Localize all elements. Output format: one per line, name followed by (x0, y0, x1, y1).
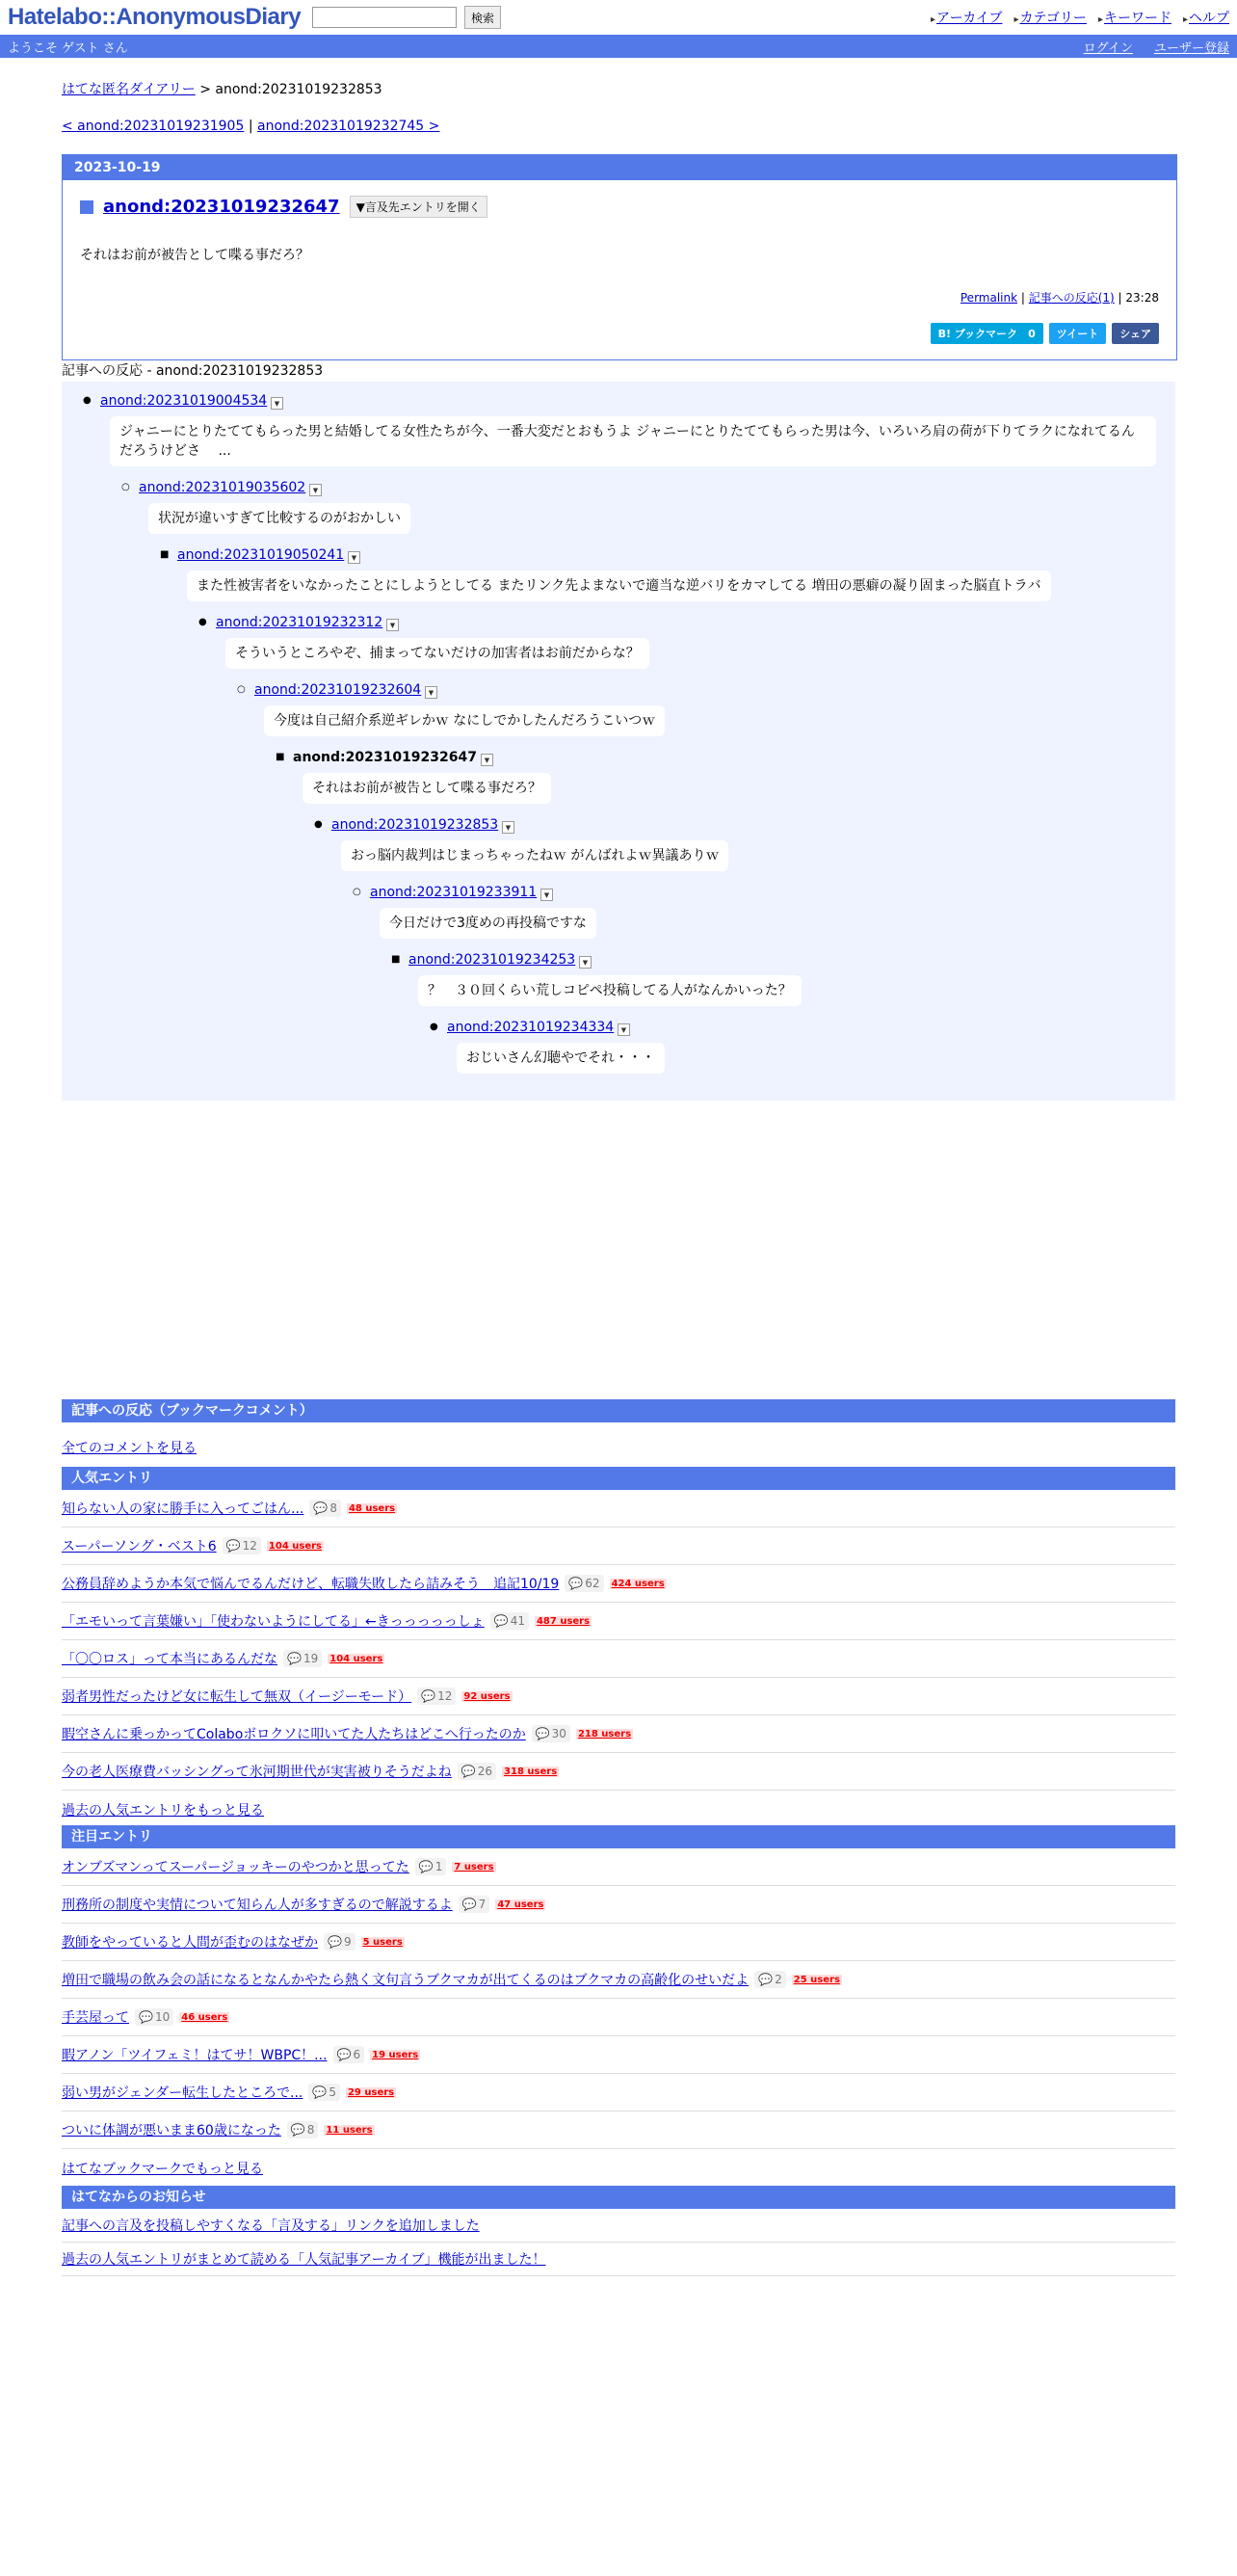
popular-item (62, 1603, 1175, 1640)
tree-node-dropdown-icon[interactable]: ▼ (271, 397, 283, 410)
tree-bullet: ● (198, 617, 207, 627)
tree-node-text: そういうところやぞ、捕まってないだけの加害者はお前だからな？ (225, 638, 649, 669)
comment-count: 12 (437, 1689, 453, 1703)
comment-count: 5 (329, 2085, 336, 2099)
notable-item (62, 1924, 1175, 1961)
comment-count-badge[interactable] (565, 1575, 603, 1592)
tree-node-dropdown-icon[interactable]: ▼ (309, 484, 322, 496)
popular-item-title[interactable]: 公務員辞めようか本気で悩んでるんだけど、転職失敗したら詰みそう 追記10/19 (62, 1577, 560, 1592)
notable-item-title[interactable]: 教師をやっていると人間が歪むのはなぜか (62, 1935, 318, 1951)
popular-item (62, 1678, 1175, 1715)
bookmark-users-badge[interactable]: 19 users (372, 2049, 419, 2060)
pager-sep: | (248, 119, 253, 134)
tree-node-text: おじいさん幻聴やでそれ・・・ (457, 1043, 665, 1074)
bookmark-users-badge[interactable]: 104 users (268, 1540, 322, 1552)
comment-count: 8 (306, 2123, 315, 2137)
breadcrumb-sep: > (199, 82, 211, 97)
bookmark-users-badge[interactable]: 218 users (577, 1728, 632, 1739)
popular-item (62, 1640, 1175, 1678)
comment-count: 2 (775, 1973, 782, 1986)
tree-node-link[interactable]: anond:20231019233911 (370, 885, 538, 900)
tree-node-link[interactable]: anond:20231019232312 (216, 615, 383, 630)
top-nav (931, 8, 1229, 27)
comment-bubble-icon: 💬 (313, 1501, 329, 1515)
bookmark-comments-section (62, 1399, 1175, 1457)
next-entry-link[interactable]: anond:20231019232745 > (257, 119, 440, 134)
tree-bullet: ○ (237, 684, 246, 695)
news-heading: はてなからのお知らせ (62, 2186, 1175, 2209)
entry-title[interactable]: anond:20231019232647 (103, 197, 340, 217)
comment-count-badge[interactable] (308, 2084, 340, 2101)
tree-bullet: ○ (121, 482, 130, 492)
comment-count: 8 (329, 1501, 337, 1515)
tree-node (177, 547, 357, 563)
register-link[interactable]: ユーザー登録 (1153, 40, 1229, 56)
tree-node (447, 1020, 627, 1035)
comment-count-badge[interactable] (415, 1858, 447, 1875)
tree-bullet: ● (430, 1022, 438, 1032)
news-item[interactable]: 過去の人気エントリがまとめて読める「人気記事アーカイブ」機能が出ました！ (62, 2252, 546, 2268)
comment-count: 19 (303, 1652, 319, 1665)
tree-node (139, 480, 319, 495)
comment-bubble-icon: 💬 (287, 1652, 302, 1665)
tree-node-link[interactable]: anond:20231019035602 (139, 480, 306, 495)
bookmark-users-badge[interactable]: 487 users (536, 1615, 591, 1627)
tree-node-text: 状況が違いすぎて比較するのがおかしい (148, 503, 410, 534)
comment-bubble-icon: 💬 (290, 2123, 305, 2137)
comment-count: 7 (478, 1898, 487, 1911)
permalink[interactable]: Permalink (960, 291, 1018, 305)
comment-count: 30 (551, 1727, 566, 1740)
tree-node-text: また性被害者をいなかったことにしようとしてる またリンク先よまないで適当な逆バリをカマしてる 増田の悪癖の凝り固まった脳直トラバ (187, 571, 1051, 601)
bookmark-users-badge[interactable]: 11 users (326, 2124, 373, 2136)
nav-category[interactable]: ▸ カテゴリー (1013, 8, 1086, 27)
share-row (80, 323, 1159, 344)
entry (63, 180, 1176, 359)
entry-body: それはお前が被告として喋る事だろ？ (80, 248, 309, 263)
comment-bubble-icon: 💬 (418, 1860, 434, 1873)
bookmark-users-badge[interactable]: 318 users (504, 1766, 558, 1777)
popular-item-title[interactable]: 「〇〇ロス」って本当にあるんだな (62, 1652, 277, 1667)
tree-bullet: ○ (353, 887, 361, 897)
search-button[interactable]: 検索 (464, 6, 501, 29)
popular-item-title[interactable]: スーパーソング・ベスト6 (62, 1539, 217, 1554)
comment-bubble-icon: 💬 (568, 1577, 584, 1590)
open-mention-button[interactable]: ▼言及先エントリを開く (350, 196, 487, 218)
comment-count-badge[interactable] (754, 1971, 786, 1988)
notable-item (62, 1999, 1175, 2036)
comment-bubble-icon: 💬 (758, 1973, 774, 1986)
news-section (62, 2186, 1175, 2276)
tree-node (370, 885, 550, 900)
user-bar (0, 35, 1237, 58)
breadcrumb-current: anond:20231019232853 (215, 82, 382, 97)
tree-node (331, 817, 512, 833)
day-date: 2023-10-19 (63, 155, 1176, 180)
notable-item-title[interactable]: 弱い男がジェンダー転生したところで... (62, 2085, 303, 2101)
notable-section (62, 1825, 1175, 2188)
tree-node (254, 682, 434, 698)
top-bar (0, 0, 1237, 35)
tree-bullet: ■ (276, 752, 285, 762)
nav-help[interactable]: ▸ ヘルプ (1183, 8, 1229, 27)
comment-count: 12 (242, 1539, 257, 1553)
login-link[interactable]: ログイン (1083, 40, 1133, 56)
tree-node (408, 952, 589, 968)
tree-node-text: ジャニーにとりたててもらった男と結婚してる女性たちが今、一番大変だとおもうよ ジャニーにとりたててもらった男は今、いろいろ肩の荷が下りてラクになれてるんだろうけどさ ... (110, 416, 1156, 466)
notable-item-title[interactable]: 増田で職場の飲み会の話になるとなんかやたら熱く文句言うブクマカが出てくるのはブクマカの高齢化のせいだよ (62, 1973, 750, 1988)
tree-node (100, 393, 280, 409)
popular-item-title[interactable]: 弱者男性だったけど女に転生して無双（イージーモード） (62, 1689, 412, 1705)
tree-node-link[interactable]: anond:20231019232853 (331, 817, 499, 833)
tree-node-link[interactable]: anond:20231019004534 (100, 393, 268, 409)
popular-item (62, 1490, 1175, 1527)
day-section (62, 154, 1177, 360)
notable-item (62, 2111, 1175, 2149)
notable-item (62, 2036, 1175, 2074)
tree-node-dropdown-icon[interactable]: ▼ (425, 686, 437, 699)
bookmark-users-badge[interactable]: 92 users (463, 1690, 511, 1702)
notable-item-title[interactable]: 手芸屋って (62, 2010, 129, 2026)
nav-keyword[interactable]: ▸ キーワード (1098, 8, 1171, 27)
comment-bubble-icon: 💬 (328, 1935, 342, 1949)
notable-more-link[interactable]: はてなブックマークでもっと見る (62, 2162, 264, 2177)
facebook-share-button[interactable]: シェア (1112, 323, 1159, 344)
entry-meta: Permalink | 記事への反応(1) | 23:28 (960, 291, 1159, 305)
bookmark-comments-heading: 記事への反応（ブックマークコメント） (62, 1399, 1175, 1422)
tree-node-text: 今日だけで3度めの再投稿ですな (380, 908, 596, 939)
bookmark-users-badge[interactable]: 104 users (329, 1653, 383, 1664)
tree-node (293, 750, 490, 765)
comment-count: 10 (154, 2010, 171, 2024)
notable-item-title[interactable]: オンブズマンってスーパージョッキーのやつかと思ってた (62, 1860, 409, 1875)
breadcrumb (62, 79, 1175, 98)
comment-count-badge[interactable] (333, 2046, 365, 2063)
bookmark-users-badge[interactable]: 5 users (362, 1936, 403, 1948)
tree-node-link[interactable]: anond:20231019050241 (177, 547, 345, 563)
comment-count-badge[interactable] (324, 1933, 355, 1951)
entry-time: 23:28 (1125, 291, 1159, 305)
news-item[interactable]: 記事への言及を投稿しやすくなる「言及する」リンクを追加しました (62, 2218, 480, 2234)
bookmark-users-badge[interactable]: 29 users (347, 2086, 395, 2098)
comment-count-badge[interactable] (417, 1687, 456, 1705)
comment-bubble-icon: 💬 (139, 2010, 153, 2024)
notable-item (62, 1961, 1175, 1999)
comment-count-badge[interactable] (283, 1650, 322, 1667)
comment-count-badge[interactable] (223, 1537, 261, 1554)
comment-count-badge[interactable] (287, 2121, 319, 2138)
bookmark-users-badge[interactable]: 424 users (611, 1578, 665, 1589)
search-input[interactable] (312, 7, 457, 28)
tree-node-text: おっ脳内裁判はじまっちゃったねｗ がんばれよｗ異議ありｗ (341, 840, 728, 871)
comment-bubble-icon: 💬 (493, 1614, 509, 1628)
popular-section (62, 1467, 1175, 1829)
notable-item (62, 1848, 1175, 1886)
comment-count-badge[interactable] (309, 1500, 341, 1517)
notable-heading: 注目エントリ (62, 1825, 1175, 1848)
popular-item-title[interactable]: 暇空さんに乗っかってColaboボロクソに叩いてた人たちはどこへ行ったのか (62, 1727, 526, 1742)
comment-bubble-icon: 💬 (336, 2048, 352, 2061)
reactions-link[interactable]: 記事への反応(1) (1028, 291, 1115, 305)
comment-count: 1 (434, 1860, 443, 1873)
pager (62, 119, 1175, 134)
comment-count: 9 (343, 1935, 352, 1949)
tree-node-dropdown-icon[interactable]: ▼ (386, 619, 399, 631)
comment-count-badge[interactable] (458, 1763, 496, 1780)
comment-count-badge[interactable] (135, 2008, 173, 2026)
tree-node-dropdown-icon[interactable]: ▼ (502, 821, 514, 834)
bookmark-users-badge[interactable]: 46 users (181, 2011, 228, 2023)
notable-item-title[interactable]: ついに体調が悪いまま60歳になった (62, 2123, 281, 2138)
tree-node-link[interactable]: anond:20231019232604 (254, 682, 422, 698)
bookmark-users-badge[interactable]: 7 users (454, 1861, 494, 1872)
tree-node-text: ？ ３０回くらい荒しコピペ投稿してる人がなんかいった？ (418, 975, 802, 1006)
comment-bubble-icon: 💬 (535, 1727, 550, 1740)
comment-bubble-icon: 💬 (225, 1539, 241, 1553)
reactions-heading: 記事への反応 - anond:20231019232853 (62, 360, 1175, 383)
all-comments-link[interactable]: 全てのコメントを見る (62, 1441, 197, 1456)
comment-count: 41 (510, 1614, 525, 1628)
tree-node-text: それはお前が被告として喋る事だろ？ (303, 773, 551, 804)
tree-bullet: ■ (160, 549, 170, 560)
comment-bubble-icon: 💬 (461, 1898, 477, 1911)
nav-archive[interactable]: ▸ アーカイブ (931, 8, 1003, 27)
comment-count-badge[interactable] (459, 1896, 490, 1913)
bookmark-users-badge[interactable]: 48 users (348, 1502, 396, 1514)
tree-node-link: anond:20231019232647 (293, 750, 477, 765)
popular-item-title[interactable]: 知らない人の家に勝手に入ってごはん... (62, 1501, 304, 1517)
reaction-tree (62, 382, 1175, 1101)
bookmark-users-badge[interactable]: 47 users (497, 1899, 544, 1910)
notable-item (62, 2074, 1175, 2111)
site-logo[interactable]: Hatelabo::AnonymousDiary (8, 4, 302, 30)
notable-item-title[interactable]: 暇アノン「ツイフェミ！はてサ！WBPC！... (62, 2048, 328, 2063)
popular-item (62, 1753, 1175, 1791)
prev-entry-link[interactable]: < anond:20231019231905 (62, 119, 245, 134)
tree-node-dropdown-icon[interactable]: ▼ (348, 551, 360, 564)
tree-node-dropdown-icon[interactable]: ▼ (618, 1023, 630, 1036)
welcome-text: ようこそ ゲスト さん (8, 40, 128, 56)
notable-item (62, 1886, 1175, 1924)
popular-item-title[interactable]: 「エモいって言葉嫌い」「使わないようにしてる」←きっっっっっしょ (62, 1614, 485, 1630)
popular-heading: 人気エントリ (62, 1467, 1175, 1490)
tree-node-text: 今度は自己紹介系逆ギレかｗ なにしでかしたんだろうこいつｗ (264, 705, 665, 736)
breadcrumb-home[interactable]: はてな匿名ダイアリー (62, 82, 196, 97)
popular-item (62, 1715, 1175, 1753)
popular-item (62, 1527, 1175, 1565)
comment-count: 62 (585, 1577, 600, 1590)
tree-node-link[interactable]: anond:20231019234334 (447, 1020, 615, 1035)
tree-node-dropdown-icon[interactable]: ▼ (481, 754, 493, 766)
entry-square-icon (80, 200, 93, 214)
comment-count: 26 (477, 1765, 493, 1778)
tree-bullet: ● (83, 395, 92, 406)
tree-bullet: ● (314, 819, 323, 830)
popular-more-link[interactable]: 過去の人気エントリをもっと見る (62, 1803, 264, 1819)
hatebu-button[interactable]: B! ブックマーク 0 (931, 323, 1043, 344)
tree-node-dropdown-icon[interactable]: ▼ (579, 956, 592, 969)
notable-item-title[interactable]: 刑務所の制度や実情について知らん人が多すぎるので解説するよ (62, 1898, 453, 1913)
popular-item-title[interactable]: 今の老人医療費バッシングって氷河期世代が実害被りそうだよね (62, 1765, 452, 1780)
comment-bubble-icon: 💬 (461, 1765, 476, 1778)
comment-bubble-icon: 💬 (312, 2085, 328, 2099)
bookmark-users-badge[interactable]: 25 users (793, 1974, 840, 1985)
tree-node (216, 615, 396, 630)
comment-count-badge[interactable] (532, 1725, 570, 1742)
comment-count-badge[interactable] (490, 1612, 529, 1630)
tree-node-link[interactable]: anond:20231019234253 (408, 952, 576, 968)
comment-bubble-icon: 💬 (421, 1689, 436, 1703)
tweet-button[interactable]: ツイート (1049, 323, 1106, 344)
comment-count: 6 (353, 2048, 361, 2061)
popular-item (62, 1565, 1175, 1603)
tree-node-dropdown-icon[interactable]: ▼ (540, 889, 553, 901)
tree-bullet: ■ (391, 954, 401, 965)
